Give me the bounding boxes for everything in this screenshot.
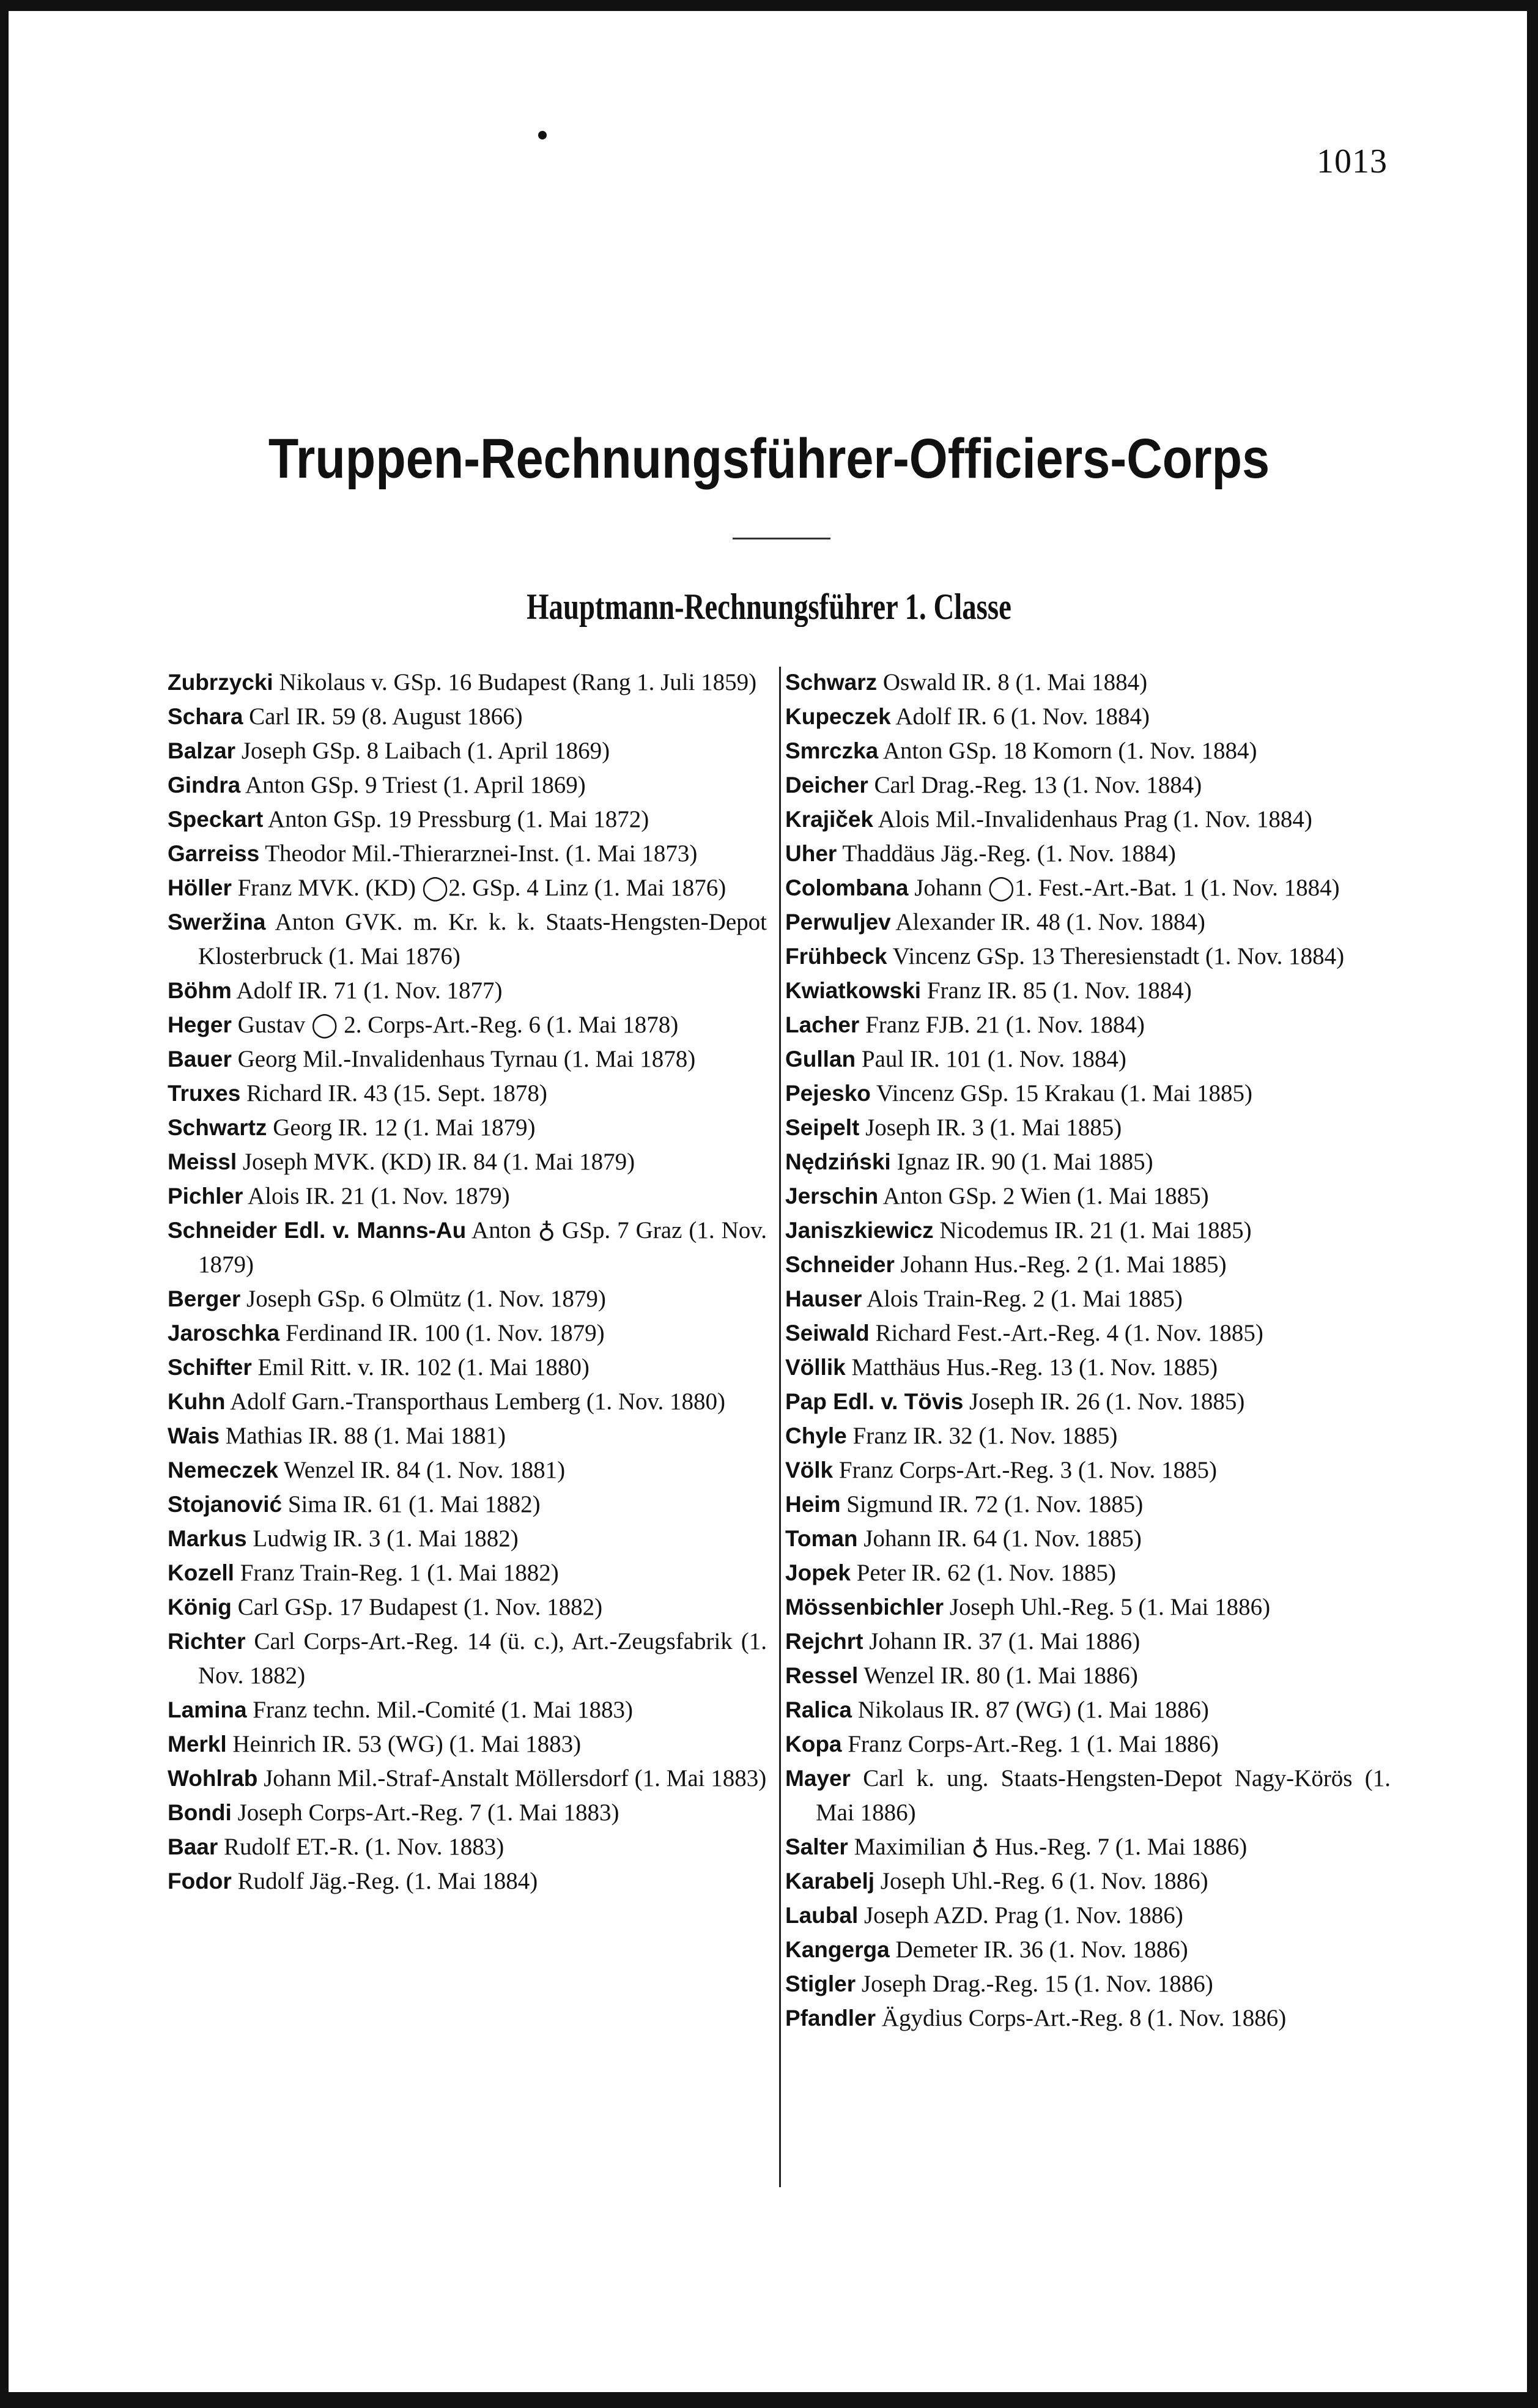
entry-details: Maximilian ♁ Hus.-Reg. 7 (1. Mai 1886) xyxy=(848,1834,1248,1860)
entry-details: Rudolf ET.-R. (1. Nov. 1883) xyxy=(218,1834,505,1860)
entry-details: Ferdinand IR. 100 (1. Nov. 1879) xyxy=(279,1320,605,1346)
right-column xyxy=(785,665,1391,2036)
entry-surname: Chyle xyxy=(785,1423,847,1448)
list-item xyxy=(785,1282,1391,1316)
entry-details: Franz Corps-Art.-Reg. 3 (1. Nov. 1885) xyxy=(833,1457,1218,1483)
list-item xyxy=(785,1830,1391,1864)
entry-surname: Frühbeck xyxy=(785,944,887,969)
list-item xyxy=(168,768,767,802)
entry-surname: Höller xyxy=(168,875,232,900)
entry-surname: Jopek xyxy=(785,1560,851,1585)
list-item xyxy=(785,1933,1391,1967)
list-item xyxy=(785,1453,1391,1487)
list-item xyxy=(785,1864,1391,1899)
entry-details: Johann IR. 37 (1. Mai 1886) xyxy=(863,1628,1141,1654)
entry-details: Paul IR. 101 (1. Nov. 1884) xyxy=(856,1046,1126,1072)
entry-details: Gustav ◯ 2. Corps-Art.-Reg. 6 (1. Mai 1878) xyxy=(231,1012,679,1038)
entry-details: Adolf IR. 71 (1. Nov. 1877) xyxy=(231,977,503,1004)
list-item xyxy=(168,1556,767,1590)
entry-details: Ignaz IR. 90 (1. Mai 1885) xyxy=(890,1149,1153,1175)
entry-details: Carl Drag.-Reg. 13 (1. Nov. 1884) xyxy=(868,772,1202,798)
entry-surname: Hauser xyxy=(785,1286,862,1311)
entry-details: Nikolaus IR. 87 (WG) (1. Mai 1886) xyxy=(852,1697,1209,1723)
list-item xyxy=(785,1385,1391,1419)
list-item xyxy=(168,1830,767,1864)
entry-surname: Wais xyxy=(168,1423,220,1448)
entry-surname: Fodor xyxy=(168,1869,232,1894)
entry-surname: Deicher xyxy=(785,772,868,798)
entry-details: Emil Ritt. v. IR. 102 (1. Mai 1880) xyxy=(251,1354,590,1380)
entry-details: Joseph IR. 3 (1. Mai 1885) xyxy=(859,1114,1122,1141)
entry-details: Thaddäus Jäg.-Reg. (1. Nov. 1884) xyxy=(837,840,1176,867)
entry-surname: Speckart xyxy=(168,807,264,832)
list-item xyxy=(785,905,1391,939)
entry-details: Sigmund IR. 72 (1. Nov. 1885) xyxy=(840,1491,1144,1517)
entry-surname: König xyxy=(168,1595,232,1620)
entry-details: Georg Mil.-Invalidenhaus Tyrnau (1. Mai 1878) xyxy=(231,1046,696,1072)
entry-details: Richard Fest.-Art.-Reg. 4 (1. Nov. 1885) xyxy=(869,1320,1263,1346)
entry-details: Joseph GSp. 6 Olmütz (1. Nov. 1879) xyxy=(240,1286,606,1312)
entry-surname: Markus xyxy=(168,1526,247,1551)
entry-surname: Ralica xyxy=(785,1697,852,1722)
list-item xyxy=(168,1693,767,1727)
list-item xyxy=(785,837,1391,871)
entry-surname: Sweržina xyxy=(168,909,266,935)
entry-details: Franz MVK. (KD) ◯2. GSp. 4 Linz (1. Mai 1876) xyxy=(231,875,726,901)
entry-surname: Mössenbichler xyxy=(785,1595,944,1620)
entry-surname: Schwartz xyxy=(168,1115,267,1140)
entry-surname: Wohlrab xyxy=(168,1766,258,1791)
list-item xyxy=(168,1145,767,1179)
entry-details: Anton GSp. 18 Komorn (1. Nov. 1884) xyxy=(878,738,1257,764)
entry-details: Franz FJB. 21 (1. Nov. 1884) xyxy=(859,1012,1145,1038)
list-item xyxy=(785,1076,1391,1111)
list-item xyxy=(785,700,1391,734)
list-item xyxy=(785,1899,1391,1933)
entry-details: Georg IR. 12 (1. Mai 1879) xyxy=(267,1114,536,1141)
entry-details: Joseph AZD. Prag (1. Nov. 1886) xyxy=(858,1902,1183,1928)
entry-surname: Zubrzycki xyxy=(168,670,273,695)
entry-details: Carl IR. 59 (8. August 1866) xyxy=(243,703,523,730)
entry-surname: Nemeczek xyxy=(168,1458,279,1483)
list-item xyxy=(168,1796,767,1830)
entry-details: Adolf Garn.-Transporthaus Lemberg (1. Nov. 1880) xyxy=(225,1388,725,1415)
entry-details: Ägydius Corps-Art.-Reg. 8 (1. Nov. 1886) xyxy=(876,2005,1287,2031)
list-item xyxy=(785,1350,1391,1385)
list-item xyxy=(168,1350,767,1385)
list-item xyxy=(168,1487,767,1522)
entry-details: Vincenz GSp. 13 Theresienstadt (1. Nov. 1884) xyxy=(887,943,1345,969)
list-item xyxy=(785,1727,1391,1762)
entry-surname: Mayer xyxy=(785,1766,851,1791)
entry-details: Wenzel IR. 80 (1. Mai 1886) xyxy=(858,1662,1138,1689)
entry-surname: Pejesko xyxy=(785,1081,871,1106)
entry-surname: Meissl xyxy=(168,1149,237,1174)
list-item xyxy=(785,1762,1391,1830)
list-item xyxy=(168,665,767,700)
list-item xyxy=(785,1316,1391,1350)
page-title: Truppen-Rechnungsführer-Officiers-Corps xyxy=(268,428,1270,490)
entry-surname: Heim xyxy=(785,1492,841,1517)
list-item xyxy=(785,871,1391,905)
entry-surname: Janiszkiewicz xyxy=(785,1218,934,1243)
entry-details: Franz techn. Mil.-Comité (1. Mai 1883) xyxy=(246,1697,634,1723)
list-item xyxy=(168,1419,767,1453)
list-item xyxy=(785,802,1391,837)
list-item xyxy=(785,1111,1391,1145)
list-item xyxy=(785,1693,1391,1727)
list-item xyxy=(785,1522,1391,1556)
entry-details: Anton ♁ GSp. 7 Graz (1. Nov. 1879) xyxy=(198,1217,767,1278)
entry-surname: Toman xyxy=(785,1526,858,1551)
list-item xyxy=(785,768,1391,802)
entry-details: Demeter IR. 36 (1. Nov. 1886) xyxy=(889,1936,1188,1963)
list-item xyxy=(785,665,1391,700)
list-item xyxy=(168,1008,767,1042)
list-item xyxy=(785,939,1391,974)
entry-surname: Jaroschka xyxy=(168,1321,280,1346)
entry-surname: Kupeczek xyxy=(785,704,891,729)
entry-details: Nikolaus v. GSp. 16 Budapest (Rang 1. Juli 1859) xyxy=(273,669,757,695)
list-item xyxy=(785,1556,1391,1590)
list-item xyxy=(168,1624,767,1693)
page-number: 1013 xyxy=(1317,143,1388,180)
entry-details: Theodor Mil.-Thierarznei-Inst. (1. Mai 1873) xyxy=(259,840,698,867)
entry-details: Johann Hus.-Reg. 2 (1. Mai 1885) xyxy=(894,1251,1227,1278)
entry-details: Alois IR. 21 (1. Nov. 1879) xyxy=(243,1183,510,1209)
entry-surname: Bauer xyxy=(168,1047,232,1072)
entry-details: Anton GSp. 9 Triest (1. April 1869) xyxy=(240,772,586,798)
entry-surname: Kangerga xyxy=(785,1937,890,1962)
entry-details: Mathias IR. 88 (1. Mai 1881) xyxy=(219,1423,506,1449)
list-item xyxy=(785,1624,1391,1659)
entry-surname: Ressel xyxy=(785,1663,859,1688)
list-item xyxy=(785,1487,1391,1522)
list-item xyxy=(168,1282,767,1316)
entry-details: Joseph IR. 26 (1. Nov. 1885) xyxy=(963,1388,1245,1415)
list-item xyxy=(785,1042,1391,1076)
ink-dot xyxy=(538,131,547,139)
list-item xyxy=(168,700,767,734)
entry-details: Richard IR. 43 (15. Sept. 1878) xyxy=(240,1080,547,1106)
entry-surname: Lamina xyxy=(168,1697,247,1722)
list-item xyxy=(785,1213,1391,1248)
entry-surname: Berger xyxy=(168,1286,241,1311)
list-item xyxy=(168,837,767,871)
entry-surname: Garreiss xyxy=(168,841,260,866)
entry-details: Anton GSp. 2 Wien (1. Mai 1885) xyxy=(878,1183,1209,1209)
entry-surname: Schara xyxy=(168,704,243,729)
list-item xyxy=(168,1762,767,1796)
entry-surname: Truxes xyxy=(168,1081,241,1106)
entry-details: Nicodemus IR. 21 (1. Mai 1885) xyxy=(933,1217,1252,1243)
entry-details: Franz Corps-Art.-Reg. 1 (1. Mai 1886) xyxy=(841,1731,1219,1757)
entry-details: Anton GSp. 19 Pressburg (1. Mai 1872) xyxy=(263,806,649,832)
entry-details: Matthäus Hus.-Reg. 13 (1. Nov. 1885) xyxy=(845,1354,1218,1380)
entry-details: Sima IR. 61 (1. Mai 1882) xyxy=(282,1491,541,1517)
list-item xyxy=(168,1316,767,1350)
list-item xyxy=(168,1111,767,1145)
entry-surname: Heger xyxy=(168,1012,232,1037)
entry-surname: Pfandler xyxy=(785,2006,876,2031)
entry-surname: Salter xyxy=(785,1834,848,1859)
entry-details: Joseph Drag.-Reg. 15 (1. Nov. 1886) xyxy=(856,1971,1213,1997)
entry-details: Franz IR. 32 (1. Nov. 1885) xyxy=(846,1423,1118,1449)
entry-surname: Lacher xyxy=(785,1012,860,1037)
entry-surname: Karabelj xyxy=(785,1869,875,1894)
list-item xyxy=(168,1076,767,1111)
entry-surname: Stojanović xyxy=(168,1492,283,1517)
entry-details: Joseph Uhl.-Reg. 5 (1. Mai 1886) xyxy=(944,1594,1271,1620)
list-item xyxy=(785,2001,1391,2036)
entry-details: Wenzel IR. 84 (1. Nov. 1881) xyxy=(278,1457,566,1483)
column-divider xyxy=(779,667,781,2187)
entry-surname: Uher xyxy=(785,841,837,866)
list-item xyxy=(168,974,767,1008)
list-item xyxy=(785,1248,1391,1282)
entry-surname: Kwiatkowski xyxy=(785,978,922,1003)
entry-details: Johann ◯1. Fest.-Art.-Bat. 1 (1. Nov. 1884) xyxy=(908,875,1340,901)
list-item xyxy=(785,1419,1391,1453)
entry-surname: Kuhn xyxy=(168,1389,226,1414)
list-item xyxy=(785,1590,1391,1624)
list-item xyxy=(168,871,767,905)
entry-details: Adolf IR. 6 (1. Nov. 1884) xyxy=(890,703,1150,730)
entry-details: Carl k. ung. Staats-Hengsten-Depot Nagy-Körös (1. Mai 1886) xyxy=(816,1765,1391,1826)
list-item xyxy=(168,1864,767,1899)
entry-details: Johann IR. 64 (1. Nov. 1885) xyxy=(857,1525,1142,1552)
entry-surname: Jerschin xyxy=(785,1184,879,1209)
entry-surname: Laubal xyxy=(785,1903,859,1928)
list-item xyxy=(168,1453,767,1487)
list-item xyxy=(785,1967,1391,2001)
entry-details: Oswald IR. 8 (1. Mai 1884) xyxy=(877,669,1148,695)
entry-surname: Richter xyxy=(168,1629,246,1654)
entry-surname: Pichler xyxy=(168,1184,243,1209)
list-item xyxy=(168,1179,767,1213)
entry-surname: Völk xyxy=(785,1458,834,1483)
entry-details: Joseph MVK. (KD) IR. 84 (1. Mai 1879) xyxy=(237,1149,635,1175)
entry-surname: Bondi xyxy=(168,1800,232,1825)
list-item xyxy=(168,1727,767,1762)
list-item xyxy=(785,974,1391,1008)
entry-details: Alexander IR. 48 (1. Nov. 1884) xyxy=(890,909,1205,935)
entry-details: Alois Train-Reg. 2 (1. Mai 1885) xyxy=(862,1286,1183,1312)
list-item xyxy=(785,1659,1391,1693)
entry-surname: Nędziński xyxy=(785,1149,891,1174)
entry-details: Anton GVK. m. Kr. k. k. Staats-Hengsten-Depot Klosterbruck (1. Mai 1876) xyxy=(198,909,767,969)
entry-surname: Balzar xyxy=(168,738,236,763)
entry-surname: Schneider xyxy=(785,1252,895,1277)
entry-surname: Kozell xyxy=(168,1560,234,1585)
entry-details: Franz Train-Reg. 1 (1. Mai 1882) xyxy=(234,1560,559,1586)
entry-surname: Böhm xyxy=(168,978,232,1003)
list-item xyxy=(785,734,1391,768)
section-heading: Hauptmann-Rechnungsführer 1. Classe xyxy=(527,587,1011,627)
list-item xyxy=(785,1145,1391,1179)
entry-surname: Seipelt xyxy=(785,1115,860,1140)
entry-surname: Seiwald xyxy=(785,1321,870,1346)
entry-surname: Schifter xyxy=(168,1355,252,1380)
entry-surname: Pap Edl. v. Tövis xyxy=(785,1389,964,1414)
entry-details: Ludwig IR. 3 (1. Mai 1882) xyxy=(246,1525,519,1552)
entry-details: Peter IR. 62 (1. Nov. 1885) xyxy=(850,1560,1116,1586)
entry-surname: Merkl xyxy=(168,1732,227,1757)
list-item xyxy=(168,905,767,974)
entry-surname: Baar xyxy=(168,1834,218,1859)
list-item xyxy=(168,734,767,768)
list-item xyxy=(785,1179,1391,1213)
list-item xyxy=(168,1522,767,1556)
entry-surname: Stigler xyxy=(785,1971,856,1996)
list-item xyxy=(168,1590,767,1624)
entry-surname: Kopa xyxy=(785,1732,842,1757)
entry-surname: Smrczka xyxy=(785,738,879,763)
entry-details: Franz IR. 85 (1. Nov. 1884) xyxy=(921,977,1192,1004)
title-divider xyxy=(733,538,830,539)
list-item xyxy=(168,1385,767,1419)
left-column xyxy=(168,665,767,1899)
entry-surname: Schwarz xyxy=(785,670,878,695)
entry-details: Vincenz GSp. 15 Krakau (1. Mai 1885) xyxy=(870,1080,1252,1106)
entry-surname: Völlik xyxy=(785,1355,846,1380)
list-item xyxy=(168,1042,767,1076)
list-item xyxy=(168,802,767,837)
entry-surname: Gullan xyxy=(785,1047,856,1072)
entry-surname: Rejchrt xyxy=(785,1629,863,1654)
entry-surname: Perwuljev xyxy=(785,909,891,935)
entry-details: Carl Corps-Art.-Reg. 14 (ü. c.), Art.-Zeugsfabrik (1. Nov. 1882) xyxy=(198,1628,767,1689)
list-item xyxy=(168,1213,767,1282)
entry-details: Heinrich IR. 53 (WG) (1. Mai 1883) xyxy=(226,1731,582,1757)
entry-surname: Krajiček xyxy=(785,807,873,832)
entry-details: Joseph Corps-Art.-Reg. 7 (1. Mai 1883) xyxy=(231,1799,619,1826)
entry-details: Johann Mil.-Straf-Anstalt Möllersdorf (1. Mai 1883) xyxy=(257,1765,767,1791)
entry-details: Joseph Uhl.-Reg. 6 (1. Nov. 1886) xyxy=(874,1868,1208,1894)
list-item xyxy=(785,1008,1391,1042)
entry-details: Carl GSp. 17 Budapest (1. Nov. 1882) xyxy=(231,1594,603,1620)
entry-surname: Colombana xyxy=(785,875,909,900)
entry-surname: Schneider Edl. v. Manns-Au xyxy=(168,1218,467,1243)
entry-surname: Gindra xyxy=(168,772,241,798)
entry-details: Joseph GSp. 8 Laibach (1. April 1869) xyxy=(235,738,610,764)
entry-details: Alois Mil.-Invalidenhaus Prag (1. Nov. 1884) xyxy=(873,806,1312,832)
entry-details: Rudolf Jäg.-Reg. (1. Mai 1884) xyxy=(231,1868,538,1894)
